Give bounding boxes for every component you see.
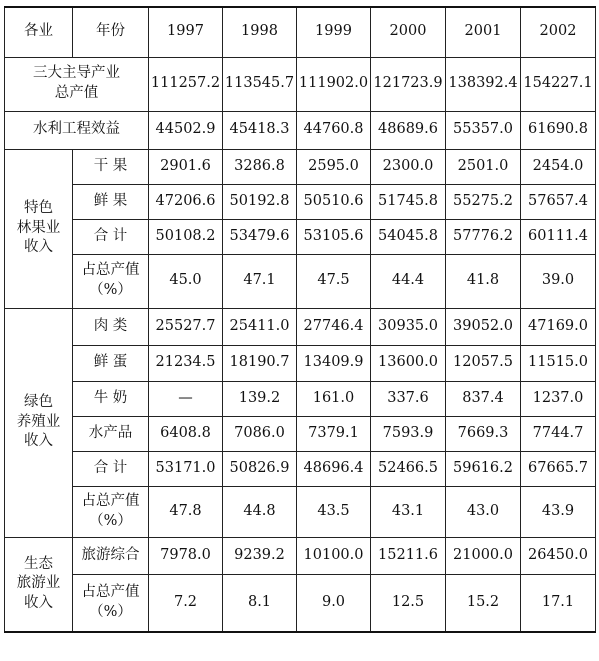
item-label: 占总产值 （%） xyxy=(73,254,149,308)
table-row xyxy=(5,416,596,451)
value-cell: 41.8 xyxy=(446,254,521,308)
item-label: 合 计 xyxy=(73,219,149,254)
value-cell: 18190.7 xyxy=(223,345,297,381)
value-cell: 39052.0 xyxy=(446,308,521,345)
table-row xyxy=(5,149,596,184)
value-cell: 48696.4 xyxy=(297,451,371,486)
value-cell: 154227.1 xyxy=(521,57,596,111)
value-cell: 7086.0 xyxy=(223,416,297,451)
value-cell: 45.0 xyxy=(149,254,223,308)
value-cell: 13600.0 xyxy=(371,345,446,381)
item-label: 鲜 蛋 xyxy=(73,345,149,381)
item-label: 旅游综合 xyxy=(73,537,149,574)
value-cell: 8.1 xyxy=(223,574,297,632)
table-row xyxy=(5,381,596,416)
value-cell: 59616.2 xyxy=(446,451,521,486)
header-year-1997: 1997 xyxy=(149,7,223,57)
value-cell: 2454.0 xyxy=(521,149,596,184)
value-cell: 10100.0 xyxy=(297,537,371,574)
group-label: 生态 旅游业 收入 xyxy=(5,537,73,632)
value-cell: 50192.8 xyxy=(223,184,297,219)
data-table xyxy=(4,6,596,633)
value-cell: 43.0 xyxy=(446,486,521,537)
table-row xyxy=(5,219,596,254)
value-cell: 43.9 xyxy=(521,486,596,537)
value-cell: 53171.0 xyxy=(149,451,223,486)
value-cell: 51745.8 xyxy=(371,184,446,219)
header-category: 各业 xyxy=(5,7,73,57)
value-cell: 111257.2 xyxy=(149,57,223,111)
item-label: 干 果 xyxy=(73,149,149,184)
header-row xyxy=(5,7,596,57)
table-row xyxy=(5,537,596,574)
value-cell: 9239.2 xyxy=(223,537,297,574)
item-label: 占总产值 （%） xyxy=(73,486,149,537)
value-cell: 44.8 xyxy=(223,486,297,537)
value-cell: 61690.8 xyxy=(521,111,596,149)
item-label: 牛 奶 xyxy=(73,381,149,416)
table-row xyxy=(5,451,596,486)
value-cell: 27746.4 xyxy=(297,308,371,345)
value-cell: 55357.0 xyxy=(446,111,521,149)
value-cell: 55275.2 xyxy=(446,184,521,219)
group-label: 特色 林果业 收入 xyxy=(5,149,73,308)
value-cell: 12057.5 xyxy=(446,345,521,381)
value-cell: 6408.8 xyxy=(149,416,223,451)
value-cell: 337.6 xyxy=(371,381,446,416)
table-row xyxy=(5,345,596,381)
value-cell: 25411.0 xyxy=(223,308,297,345)
table-row xyxy=(5,111,596,149)
value-cell: 9.0 xyxy=(297,574,371,632)
value-cell: 161.0 xyxy=(297,381,371,416)
value-cell: 138392.4 xyxy=(446,57,521,111)
value-cell: 52466.5 xyxy=(371,451,446,486)
item-label: 水产品 xyxy=(73,416,149,451)
value-cell: 30935.0 xyxy=(371,308,446,345)
value-cell: 1237.0 xyxy=(521,381,596,416)
table-row xyxy=(5,574,596,632)
value-cell: 53105.6 xyxy=(297,219,371,254)
value-cell: 21000.0 xyxy=(446,537,521,574)
value-cell: 57776.2 xyxy=(446,219,521,254)
value-cell: 2300.0 xyxy=(371,149,446,184)
value-cell: 7669.3 xyxy=(446,416,521,451)
value-cell: 50108.2 xyxy=(149,219,223,254)
value-cell: 15.2 xyxy=(446,574,521,632)
table-row xyxy=(5,254,596,308)
group-label: 绿色 养殖业 收入 xyxy=(5,308,73,537)
value-cell: 7744.7 xyxy=(521,416,596,451)
value-cell: 45418.3 xyxy=(223,111,297,149)
value-cell: 44.4 xyxy=(371,254,446,308)
value-cell: 12.5 xyxy=(371,574,446,632)
value-cell: 47.5 xyxy=(297,254,371,308)
value-cell: 44760.8 xyxy=(297,111,371,149)
value-cell: 121723.9 xyxy=(371,57,446,111)
value-cell: 43.5 xyxy=(297,486,371,537)
value-cell: 47206.6 xyxy=(149,184,223,219)
value-cell: 50510.6 xyxy=(297,184,371,219)
value-cell: 60111.4 xyxy=(521,219,596,254)
value-cell: 2595.0 xyxy=(297,149,371,184)
value-cell: 39.0 xyxy=(521,254,596,308)
value-cell: 67665.7 xyxy=(521,451,596,486)
value-cell: 48689.6 xyxy=(371,111,446,149)
value-cell: 7978.0 xyxy=(149,537,223,574)
table-row xyxy=(5,57,596,111)
value-cell: 47.1 xyxy=(223,254,297,308)
value-cell: 7.2 xyxy=(149,574,223,632)
header-year-1998: 1998 xyxy=(223,7,297,57)
value-cell: 7593.9 xyxy=(371,416,446,451)
value-cell: 25527.7 xyxy=(149,308,223,345)
value-cell: 57657.4 xyxy=(521,184,596,219)
table-row xyxy=(5,486,596,537)
value-cell: — xyxy=(149,381,223,416)
value-cell: 111902.0 xyxy=(297,57,371,111)
item-label: 鲜 果 xyxy=(73,184,149,219)
value-cell: 50826.9 xyxy=(223,451,297,486)
value-cell: 2501.0 xyxy=(446,149,521,184)
row-label: 三大主导产业 总产值 xyxy=(5,57,149,111)
value-cell: 47.8 xyxy=(149,486,223,537)
value-cell: 7379.1 xyxy=(297,416,371,451)
value-cell: 113545.7 xyxy=(223,57,297,111)
header-year-2001: 2001 xyxy=(446,7,521,57)
value-cell: 54045.8 xyxy=(371,219,446,254)
value-cell: 11515.0 xyxy=(521,345,596,381)
item-label: 占总产值 （%） xyxy=(73,574,149,632)
value-cell: 837.4 xyxy=(446,381,521,416)
value-cell: 44502.9 xyxy=(149,111,223,149)
item-label: 肉 类 xyxy=(73,308,149,345)
table-row xyxy=(5,184,596,219)
value-cell: 139.2 xyxy=(223,381,297,416)
value-cell: 21234.5 xyxy=(149,345,223,381)
value-cell: 26450.0 xyxy=(521,537,596,574)
value-cell: 13409.9 xyxy=(297,345,371,381)
value-cell: 47169.0 xyxy=(521,308,596,345)
header-year-1999: 1999 xyxy=(297,7,371,57)
value-cell: 2901.6 xyxy=(149,149,223,184)
header-year-2002: 2002 xyxy=(521,7,596,57)
value-cell: 53479.6 xyxy=(223,219,297,254)
header-year-2000: 2000 xyxy=(371,7,446,57)
value-cell: 17.1 xyxy=(521,574,596,632)
value-cell: 15211.6 xyxy=(371,537,446,574)
value-cell: 3286.8 xyxy=(223,149,297,184)
value-cell: 43.1 xyxy=(371,486,446,537)
row-label: 水利工程效益 xyxy=(5,111,149,149)
item-label: 合 计 xyxy=(73,451,149,486)
table-row xyxy=(5,308,596,345)
header-year: 年份 xyxy=(73,7,149,57)
